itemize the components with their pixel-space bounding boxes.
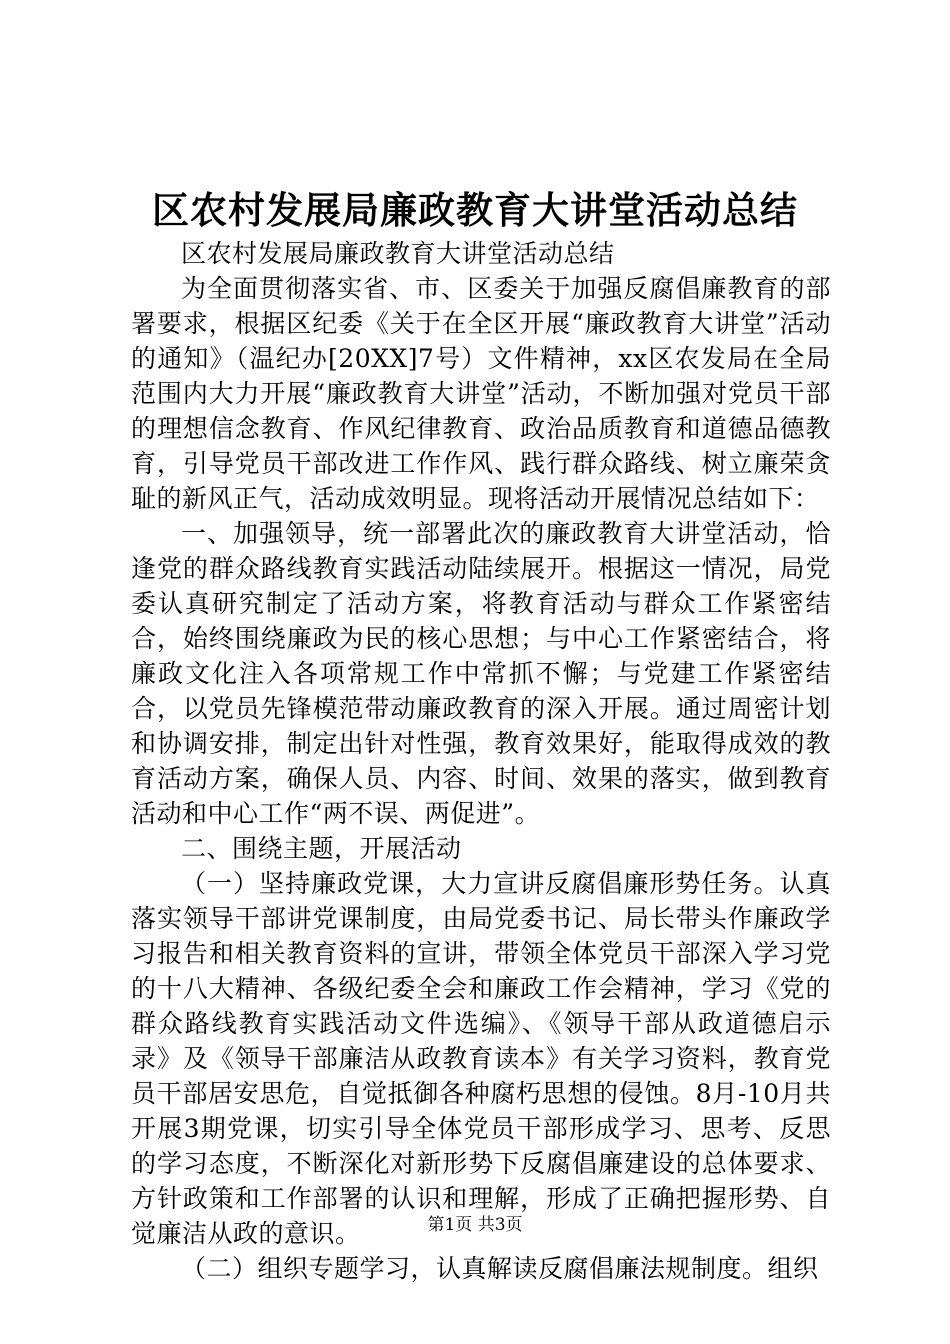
document-title: 区农村发展局廉政教育大讲堂活动总结 — [152, 188, 798, 232]
paragraph-section-2-heading: 二、围绕主题，开展活动 — [181, 834, 462, 863]
paragraph-section-1: 一、加强领导，统一部署此次的廉政教育大讲堂活动，恰逢党的群众路线教育实践活动陆续展开。根据这一情况，局党委认真研究制定了活动方案，将教育活动与群众工作紧密结合，始终围绕廉政为民的核心思想；与中心工作紧密结合，将廉政文化注入各项常规工作中常抓不懈；与党建工作紧密结合，以党员先锋模范带动廉政教育的深入开展。通过周密计划和协调安排，制定出针对性强，教育效果好，能取得成效的教育活动方案，确保人员、内容、时间、效果的落实，做到教育活动和中心工作“两不误、两促进”。 — [131, 519, 831, 828]
paragraph-subtitle: 区农村发展局廉政教育大讲堂活动总结 — [181, 239, 615, 268]
paragraph-section-2-item-1: （一）坚持廉政党课，大力宣讲反腐倡廉形势任务。认真落实领导干部讲党课制度，由局党委书记、局长带头作廉政学习报告和相关教育资料的宣讲，带领全体党员干部深入学习党的十八大精神、各级纪委全会和廉政工作会精神，学习《党的群众路线教育实践活动文件选编》、《领导干部从政道德启示录》及《领导干部廉洁从政教育读本》有关学习资料，教育党员干部居安思危，自觉抵御各种腐朽思想的侵蚀。8月-10月共开展3期党课，切实引导全体党员干部形成学习、思考、反思的学习态度，不断深化对新形势下反腐倡廉建设的总体要求、方针政策和工作部署的认识和理解，形成了正确把握形势、自觉廉洁从政的意识。 — [131, 869, 831, 1248]
paragraph-intro: 为全面贯彻落实省、市、区委关于加强反腐倡廉教育的部署要求，根据区纪委《关于在全区开展“廉政教育大讲堂”活动的通知》（温纪办[20XX]7号）文件精神，xx区农发局在全局范围内大力开展“廉政教育大讲堂”活动，不断加强对党员干部的理想信念教育、作风纪律教育、政治品质教育和道德品德教育，引导党员干部改进工作作风、践行群众路线、树立廉荣贪耻的新风正气，活动成效明显。现将活动开展情况总结如下： — [131, 274, 831, 513]
document-body — [131, 236, 831, 1286]
paragraph-section-2-item-2: （二）组织专题学习，认真解读反腐倡廉法规制度。组织 — [181, 1254, 819, 1283]
page-number-footer: 第1页 共3页 — [427, 1215, 523, 1235]
